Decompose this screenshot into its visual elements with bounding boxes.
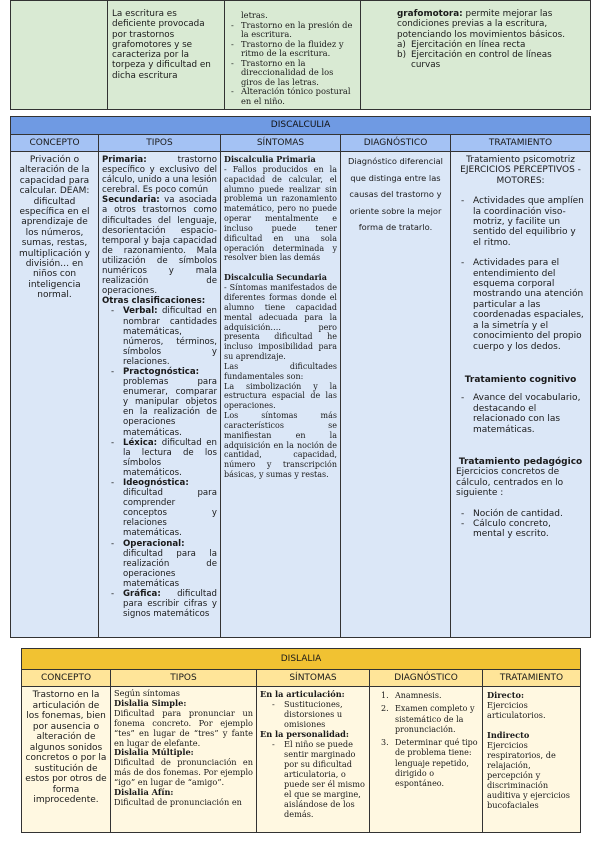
list-item <box>102 438 217 478</box>
dislalia-table <box>21 648 581 833</box>
list-text: Examen completo y sistemático de la pronunciación. <box>395 704 475 734</box>
dislalia-concepto-cell <box>22 687 111 833</box>
item-text: dificultad para comprender conceptos y relaciones matemáticas. <box>123 488 217 539</box>
primaria-label: Primaria: <box>102 155 147 165</box>
header-diagnostico: DIAGNÓSTICO <box>341 135 451 152</box>
discalculia-title: DISCALCULIA <box>11 117 591 135</box>
multiple-label-text: Dislalia Múltiple: <box>114 747 194 758</box>
articulacion-list <box>260 699 366 729</box>
disgrafia-description: La escritura es deficiente provocada por trastornos grafomotores y se caracteriza por la torpeza y dificultad en dicha escritura <box>112 9 211 81</box>
indirecto-text: Ejercicios respiratorios, de relajación, percepción y discriminación auditiva y ejercicios bucofaciales <box>487 740 570 810</box>
list-item: - Trastorno en la direccionalidad de los giros de las letras. <box>229 59 356 88</box>
cognitivo-list <box>456 393 585 435</box>
pedagogico-title: Tratamiento pedagógico <box>458 456 583 467</box>
personalidad-label-text: En la personalidad: <box>260 729 349 739</box>
list-text: Determinar qué tipo de problema tiene: lenguaje repetido, dirigido o espontáneo. <box>395 738 478 789</box>
psicomotriz-list <box>456 196 585 352</box>
dislalia-sintomas-cell <box>257 687 370 833</box>
grafomotora-text: permite mejorar las condiciones previas a la escritura, potenciando los movimientos básicos. <box>397 9 566 40</box>
dislalia-diagnostico-cell <box>370 687 483 833</box>
list-item: - El niño se puede sentir marginado por su dificultad articulatoria, o puede ser él mismo el que se margine, aislándose de los demás. <box>260 739 366 819</box>
list-item: - Sustituciones, distorsiones u omisiones <box>260 699 366 729</box>
item-label: Verbal: <box>123 306 158 317</box>
diagnostico-text: Diagnóstico diferencial que distinga entre las causas del trastorno y oriente sobre la mejor forma de tratarlo. <box>348 156 443 232</box>
discalculia-tratamiento-cell <box>451 152 591 638</box>
header-tratamiento: TRATAMIENTO <box>451 135 591 152</box>
disgrafia-tratamiento-cell <box>361 1 591 110</box>
clasificaciones-list <box>102 306 217 619</box>
personalidad-label <box>260 729 366 739</box>
header-tratamiento: TRATAMIENTO <box>483 670 581 687</box>
secundaria-sintomas: - Síntomas manifestados de diferentes formas donde el alumno tiene capacidad mental adecuada para la adquisición…. pero presenta dificultad he incluso imposibilidad para su aprendizaje. <box>224 283 337 362</box>
list-item <box>102 367 217 438</box>
item-text: problemas para enumerar, comparar y manipular objetos en la realización de operaciones matemáticas. <box>123 377 217 438</box>
cognitivo-title: Tratamiento cognitivo <box>464 374 577 385</box>
disgrafia-tipos-cell <box>108 1 225 110</box>
item-label: Léxica: <box>123 437 158 448</box>
list-item <box>102 539 217 589</box>
list-item <box>102 306 217 367</box>
list-item <box>102 589 217 619</box>
list-marker: b) <box>397 50 407 61</box>
disgrafia-sintomas-cell <box>225 1 361 110</box>
disgrafia-table-fragment <box>10 0 591 110</box>
header-concepto: CONCEPTO <box>11 135 99 152</box>
simple-label-text: Dislalia Simple: <box>114 697 187 708</box>
afin-text: Dificultad de pronunciación en <box>114 796 242 807</box>
list-item: - Cálculo concreto, mental y escrito. <box>456 519 585 540</box>
item-label: Practognóstica: <box>123 366 200 377</box>
simple-text: Dificultad para pronunciar un fonema concreto. Por ejemplo “tes” en lugar de “tres” y fante en lugar de elefante. <box>114 707 253 748</box>
otras-label-text: Otras clasificaciones: <box>102 296 206 307</box>
indirecto-label <box>487 730 576 740</box>
diagnostico-list <box>373 691 479 790</box>
articulacion-label-text: En la articulación: <box>260 689 345 699</box>
list-marker: 3. <box>381 738 389 748</box>
list-item: - Avance del vocabulario, destacando el relacionado con las matemáticas. <box>456 393 585 435</box>
list-item <box>102 478 217 539</box>
grafomotora-list <box>397 40 576 71</box>
list-marker: a) <box>397 39 406 50</box>
tratamiento-intro: Tratamiento psicomotriz EJERCICIOS PERCEPTIVOS - MOTORES: <box>460 155 581 186</box>
item-text: dificultad para la realización de operaciones matemáticas <box>123 548 217 589</box>
list-text: Ejercitación en línea recta <box>411 39 526 50</box>
list-item: - Actividades para el entendimiento del esquema corporal mostrando una atención particular a las coordenadas espaciales, a la simetría y el conocimiento del propio cuerpo y los dedos. <box>456 258 585 352</box>
discalculia-tipos-cell <box>99 152 221 638</box>
header-tipos: TIPOS <box>99 135 221 152</box>
secundaria-text: va asociada a otros trastornos como dificultades del lenguaje, desorientación espacio-temporal y baja capacidad de razonamiento. Mala utilización de símbolos numéricos y mala realización de operaciones. <box>102 195 217 297</box>
concepto-text: Trastorno en la articulación de los fonemas, bien por ausencia o alteración de algunos sonidos concretos o por la sustitución de estos por otros de forma improcedente. <box>25 690 107 805</box>
afin-label-text: Dislalia Afín: <box>114 787 174 798</box>
discalculia-sintomas-cell <box>221 152 341 638</box>
list-item: - Actividades que amplíen la coordinación viso-motriz, y facilite un sentido del equilibrio y el ritmo. <box>456 196 585 248</box>
secundaria-label: Secundaria: <box>102 195 160 206</box>
secundaria-paragraph <box>102 195 217 296</box>
discalculia-table <box>10 116 591 638</box>
dislalia-title: DISLALIA <box>22 649 581 670</box>
list-item <box>373 691 479 701</box>
otras-label <box>102 296 217 306</box>
list-marker: 2. <box>381 704 389 714</box>
directo-text: Ejercicios articulatorios. <box>487 700 546 720</box>
grafomotora-paragraph <box>397 9 576 40</box>
pedagogico-text: Ejercicios concretos de cálculo, centrados en lo siguiente : <box>456 467 564 499</box>
indirecto-label-text: Indirecto <box>487 730 530 740</box>
pedagogico-list <box>456 509 585 540</box>
sintomas-lead: letras. <box>241 10 268 20</box>
list-item <box>397 40 576 50</box>
header-sintomas: SÍNTOMAS <box>257 670 370 687</box>
list-item <box>397 50 576 71</box>
articulacion-label <box>260 689 366 699</box>
sintomas-extra: Los síntomas más característicos se manifiestan en la adquisición en la noción de cantidad, capacidad, número y transcripción básicas, y sumas y restas. <box>224 411 337 480</box>
multiple-text: Dificultad de pronunciación en más de dos fonemas. Por ejemplo “igo” en lugar de “amigo”. <box>114 757 253 788</box>
directo-label-text: Directo: <box>487 690 524 700</box>
primaria-text: trastorno específico y exclusivo del cálculo, unido a una lesión cerebral. Es poco común <box>102 155 217 196</box>
primaria-title-text: Discalculia Primaria <box>224 154 316 164</box>
dislalia-tipos-cell <box>111 687 257 833</box>
item-label: Ideognóstica: <box>123 478 189 488</box>
item-label: Operacional: <box>123 538 185 549</box>
secundaria-title <box>224 273 337 283</box>
header-tipos: TIPOS <box>111 670 257 687</box>
list-text: Ejercitación en control de líneas curvas <box>411 50 552 71</box>
sintomas-extra: Las dificultades fundamentales son: <box>224 361 337 381</box>
tipos-intro: Según síntomas <box>114 688 181 698</box>
list-item <box>373 704 479 735</box>
list-item <box>373 738 479 789</box>
secundaria-title-text: Discalculia Secundaria <box>224 272 327 283</box>
primaria-paragraph <box>102 155 217 195</box>
grafomotora-label: grafomotora: <box>397 9 463 19</box>
dislalia-tratamiento-cell <box>483 687 581 833</box>
sintomas-extra: La simbolización y la estructura espacial de las operaciones. <box>224 381 337 411</box>
header-concepto: CONCEPTO <box>22 670 111 687</box>
list-marker: 1. <box>381 691 389 700</box>
header-sintomas: SÍNTOMAS <box>221 135 341 152</box>
item-label: Gráfica: <box>123 589 161 600</box>
empty-cell <box>11 1 108 110</box>
concepto-text: Privación o alteración de la capacidad para calcular. DEAM: dificultad específica en el aprendizaje de los números, sumas, restas, multiplicación y división… en niños con inteligencia normal. <box>18 155 91 301</box>
header-diagnostico: DIAGNÓSTICO <box>370 670 483 687</box>
directo-label <box>487 690 576 700</box>
list-item: - Trastorno de la fluidez y ritmo de la escritura. <box>229 40 356 59</box>
list-item: - Trastorno en la presión de la escritura. <box>229 21 356 40</box>
item-text: dificultad para escribir cifras y signos matemáticos <box>123 589 217 620</box>
list-text: Anamnesis. <box>395 691 442 700</box>
primaria-title <box>224 155 337 165</box>
discalculia-diagnostico-cell <box>341 152 451 638</box>
discalculia-concepto-cell <box>11 152 99 638</box>
item-text: dificultad en nombrar cantidades matemáticas, números, términos, símbolos y relaciones. <box>123 306 217 367</box>
disgrafia-sintomas-list <box>229 21 356 107</box>
list-item: - Noción de cantidad. <box>456 509 585 519</box>
personalidad-list <box>260 739 366 819</box>
primaria-sintomas: - Fallos producidos en la capacidad de calcular, el alumno puede realizar sin problema un razonamiento matemático, pero no puede operar mentalmente e incluso puede tener dificultad en una sola operación determinada y resolver bien las demás <box>224 164 337 263</box>
item-text: dificultad en la lectura de los símbolos matemáticos. <box>123 437 217 478</box>
list-item: - Alteración tónico postural en el niño. <box>229 87 356 106</box>
